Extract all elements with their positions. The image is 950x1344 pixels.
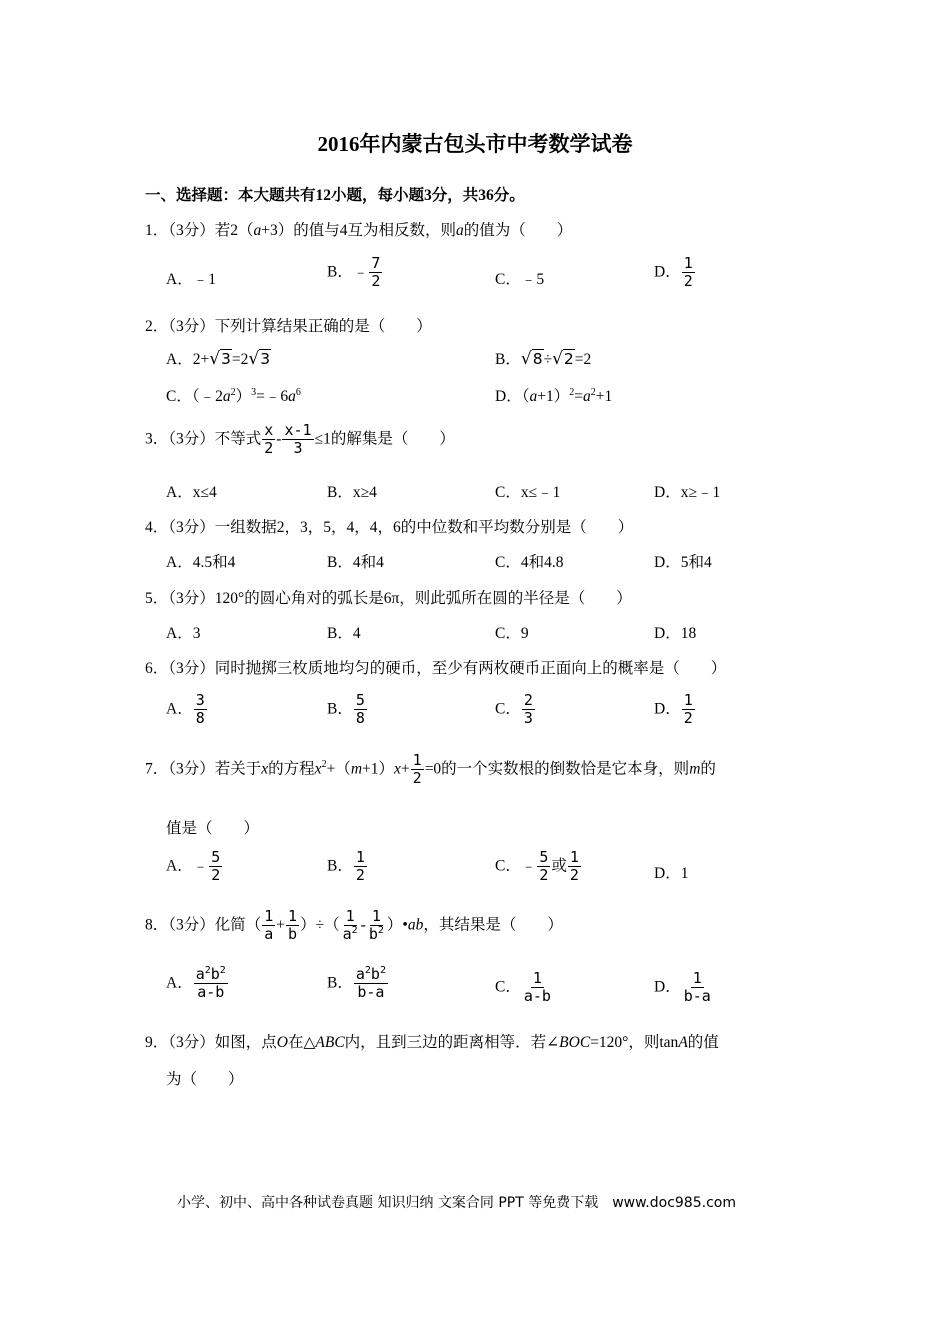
q3-option-a: A．x≤4: [166, 484, 217, 501]
question-5-stem: 5．（3分）120°的圆心角对的弧长是6π，则此弧所在圆的半径是（ ）: [145, 590, 632, 607]
q7-option-c: C．﹣ $\frac{5}{2}$ 或 $\frac{1}{2}$: [495, 848, 579, 885]
q6-option-b: B． $\frac{5}{8}$: [327, 691, 365, 728]
section-heading: 一、选择题：本大题共有12小题，每小题3分，共36分。: [145, 187, 525, 204]
q4-option-d: D．5和4: [654, 554, 712, 571]
q2-option-b: B．√8÷√2=2: [495, 349, 592, 369]
q8-option-b: B． $\frac{a^2b^2}{b-a}$: [327, 965, 386, 1002]
q3-option-b: B．x≥4: [327, 484, 377, 501]
page-footer: 小学、初中、高中各种试卷真题 知识归纳 文案合同 PPT 等免费下载 www.doc985.com: [177, 1195, 736, 1211]
q3-option-c: C．x≤﹣1: [495, 484, 561, 501]
q2-option-c: C．$(﹣2a^2)^3=﹣6a^6$: [166, 386, 301, 405]
q6-option-d: D． $\frac{1}{2}$: [654, 691, 693, 728]
q6-option-c: C． $\frac{2}{3}$: [495, 691, 533, 728]
q3-option-d: D．x≥﹣1: [654, 484, 721, 501]
q2-option-a: A．2+√3=2√3: [166, 349, 271, 369]
question-9-stem: 9．（3分）如图，点O在△ABC内，且到三边的距离相等．若∠BOC=120°，则tanA的值: [145, 1034, 719, 1051]
q5-option-d: D．18: [654, 625, 697, 642]
question-9-stem-line2: 为（ ）: [166, 1071, 244, 1088]
question-6-stem: 6．（3分）同时抛掷三枚质地均匀的硬币，至少有两枚硬币正面向上的概率是（ ）: [145, 660, 727, 677]
q5-option-c: C．9: [495, 625, 529, 642]
q8-option-a: A． $\frac{a^2b^2}{a-b}$: [166, 965, 226, 1002]
question-7-stem: 7．（3分）若关于x的方程$x^2+(m+1)x+$ $\frac{1}{2}$ =0的一个实数根的倒数恰是它本身，则m的: [145, 751, 716, 788]
page-title: 2016年内蒙古包头市中考数学试卷: [317, 132, 633, 156]
q4-option-b: B．4和4: [327, 554, 384, 571]
question-7-stem-line2: 值是（ ）: [166, 820, 260, 837]
q5-option-a: A．3: [166, 625, 201, 642]
q1-option-a: A．﹣1: [166, 271, 216, 288]
question-3-stem: 3．（3分）不等式 $\frac{x}{2}$ - $\frac{x-1}{3}$ ≤1的解集是（ ）: [145, 421, 455, 458]
q7-option-a: A．﹣ $\frac{5}{2}$: [166, 848, 221, 885]
q4-option-c: C．4和4.8: [495, 554, 564, 571]
q6-option-a: A． $\frac{3}{8}$: [166, 691, 205, 728]
question-4-stem: 4．（3分）一组数据2，3，5，4，4，6的中位数和平均数分别是（ ）: [145, 519, 634, 536]
question-8-stem: 8．（3分）化简（ $\frac{1}{a}$ + $\frac{1}{b}$ ）÷（ $\frac{1}{a^2}$ - $\frac{1}{b^2}$ ）•ab，其结果是（ ）: [145, 907, 563, 944]
q7-option-b: B． $\frac{1}{2}$: [327, 848, 365, 885]
q8-option-d: D． $\frac{1}{b-a}$: [654, 969, 711, 1006]
question-1-stem: 1．（3分）若2（a+3）的值与4互为相反数，则a的值为（ ）: [145, 222, 573, 239]
q1-option-d: D． $\frac{1}{2}$: [654, 254, 693, 291]
q2-option-d: D．$(a+1)^2=a^2+1$: [495, 386, 613, 405]
q4-option-a: A．4.5和4: [166, 554, 236, 571]
question-2-stem: 2．（3分）下列计算结果正确的是（ ）: [145, 318, 432, 335]
q1-option-c: C．﹣5: [495, 271, 545, 288]
q1-option-b: B．﹣ $\frac{7}{2}$: [327, 254, 381, 291]
q5-option-b: B．4: [327, 625, 361, 642]
q8-option-c: C． $\frac{1}{a-b}$: [495, 969, 551, 1006]
q7-option-d: D．1: [654, 865, 689, 882]
